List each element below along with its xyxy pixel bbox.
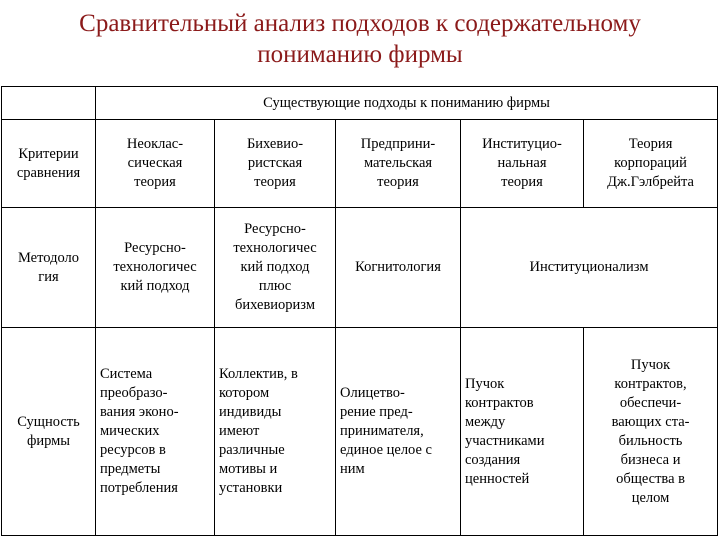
cell-line: установки [219,480,283,496]
cell-line: ресурсов в [100,442,166,458]
cell-line: сравнения [16,164,81,181]
essence-institutional [461,328,584,536]
methodology-institutional-corporate [461,208,718,328]
approach-behavioral [215,120,336,208]
cell-line: общества в [616,470,685,487]
cell-line: преобразо- [100,385,168,401]
page-title [0,8,720,70]
cell-line: кий подход [120,278,190,294]
cell-line: теория [501,174,543,190]
essence-entrepreneurial [336,328,461,536]
cell-line: вающих ста- [611,413,690,430]
cell-line: имеют [219,423,260,439]
cell-line: предметы [100,461,161,477]
cell-line: гия [38,268,59,285]
cell-line: ценностей [465,470,530,487]
cell-line: Сущность [17,413,80,430]
approach-institutional [461,120,584,208]
cell-line: потребления [100,480,178,496]
cell-line: фирмы [26,432,71,449]
cell-line: Предприни- [360,136,436,152]
cell-line: целом [631,489,670,506]
essence-behavioral [215,328,336,536]
group-header: Существующие подходы к пониманию фирмы [96,87,718,120]
cell-line: корпораций [614,155,687,171]
cell-line: Ресурсно- [244,221,306,237]
comparison-table [1,86,718,536]
cell-line: технологичес [233,240,317,256]
cell-line: котором [219,385,270,401]
cell-line: принимателя, [340,423,424,439]
cell-line: контрактов, [614,375,687,392]
cell-line: теория [254,174,296,190]
methodology-behavioral [215,208,336,328]
essence-corporate [584,328,718,536]
cell-line: бихевиоризм [234,297,316,313]
cell-line: единое целое с [340,442,432,458]
cell-line: Институционализм [529,259,649,275]
cell-line: Пучок [465,375,505,392]
cell-line: контрактов [465,394,534,411]
cell-line: участниками [465,432,545,449]
cell-line: Институцио- [482,136,562,152]
cell-line: нальная [497,155,547,171]
cell-line: различные [219,442,285,458]
cell-line: Ресурсно- [124,240,186,256]
approach-neoclassical [96,120,215,208]
cell-line: Пучок [630,356,671,373]
cell-line: бизнеса и [620,451,681,468]
methodology-neoclassical [96,208,215,328]
cell-line: Бихевио- [246,136,304,152]
cell-line: Неоклас- [126,136,184,152]
cell-line: обеспечи- [619,394,682,411]
cell-line: мотивы и [219,461,278,477]
cell-line: технологичес [113,259,197,275]
cell-line: плюс [258,278,292,294]
cell-line: теория [377,174,419,190]
approach-corporate [584,120,718,208]
approach-entrepreneurial [336,120,461,208]
row-label-methodology [2,208,96,328]
row-label-essence [2,328,96,536]
cell-line: мательская [363,155,433,171]
cell-line: кий подход [240,259,310,275]
corner-cell [2,87,96,120]
cell-line: индивиды [219,404,282,420]
cell-line: Когнитология [355,259,441,275]
cell-line: Олицетво- [340,385,405,401]
cell-line: мических [100,423,160,439]
cell-line: теория [134,174,176,190]
cell-line: бильность [618,432,683,449]
cell-line: Коллектив, в [219,366,298,382]
title-line-1: Сравнительный анализ подходов к содержательному [79,10,641,37]
cell-line: сическая [127,155,183,171]
cell-line: Система [100,366,153,382]
methodology-entrepreneurial [336,208,461,328]
cell-line: ним [340,461,365,477]
cell-line: между [465,413,506,430]
cell-line: Критерии [18,145,79,162]
cell-line: ристская [247,155,303,171]
essence-neoclassical [96,328,215,536]
cell-line: Методоло [17,249,80,266]
cell-line: Дж.Гэлбрейта [607,174,694,190]
title-line-2: пониманию фирмы [257,41,463,68]
row-label-criteria [2,120,96,208]
cell-line: Теория [628,136,673,152]
cell-line: вания эконо- [100,404,179,420]
cell-line: рение пред- [340,404,413,420]
cell-line: создания [465,451,521,468]
